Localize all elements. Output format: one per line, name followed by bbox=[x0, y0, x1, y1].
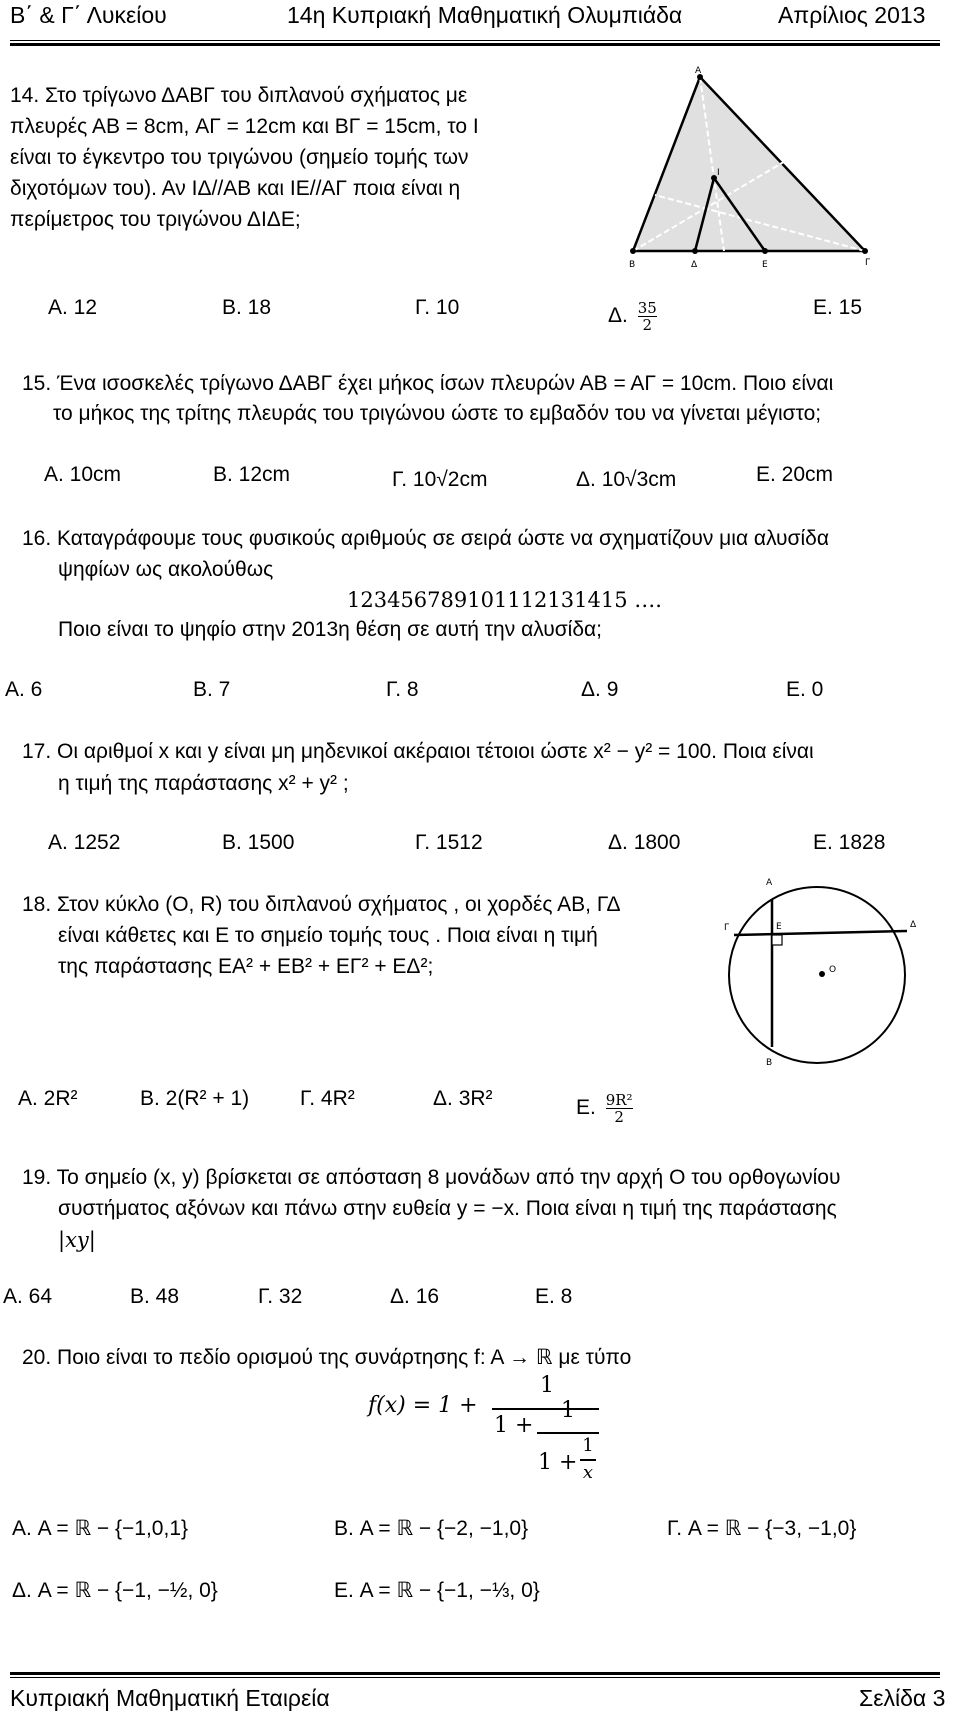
q18-fig-label-D: Δ bbox=[910, 920, 917, 930]
footer-rule-thick bbox=[10, 1672, 940, 1675]
q19-answer-e: Ε. 8 bbox=[535, 1285, 573, 1308]
q19-line-1: 19. Το σημείο (x, y) βρίσκεται σε απόσταση 8 μονάδων από την αρχή O του ορθογωνίου bbox=[22, 1166, 841, 1189]
q14-answer-d bbox=[608, 300, 657, 333]
q17-answer-c: Γ. 1512 bbox=[415, 831, 483, 854]
q18-answer-e bbox=[576, 1092, 633, 1125]
q15-answer-d: Δ. 10√3cm bbox=[576, 468, 677, 491]
q14-line-3: είναι το έγκεντρο του τριγώνου (σημείο τομής των bbox=[10, 146, 469, 169]
q15-answer-b: Β. 12cm bbox=[213, 463, 291, 486]
q18-fig-label-O: O bbox=[829, 965, 837, 975]
q15-line-2: το μήκος της τρίτης πλευράς του τριγώνου ώστε το εμβαδόν του να γίνεται μέγιστο; bbox=[53, 402, 822, 425]
q20-line-1: 20. Ποιο είναι το πεδίο ορισμού της συνάρτησης f: A → ℝ με τύπο bbox=[22, 1346, 632, 1369]
q18-line-1: 18. Στον κύκλο (O, R) του διπλανού σχήματος , οι χορδές ΑΒ, ΓΔ bbox=[22, 893, 621, 916]
q17-line-2: η τιμή της παράστασης x² + y² ; bbox=[58, 772, 349, 795]
q20-formula-inner: 1 + bbox=[538, 1450, 578, 1475]
q14-answer-c: Γ. 10 bbox=[415, 296, 460, 319]
q14-fig-label-B: Β bbox=[629, 260, 636, 270]
footer-right: Σελίδα 3 bbox=[859, 1685, 946, 1711]
q17-line-1: 17. Οι αριθμοί x και y είναι μη μηδενικοί ακέραιοι τέτοιοι ώστε x² − y² = 100. Ποια είναι bbox=[22, 740, 814, 763]
q20-answer-a: Α. A = ℝ − {−1,0,1} bbox=[12, 1517, 189, 1540]
q14-fig-label-I: Ι bbox=[717, 168, 720, 178]
q14-answer-a: Α. 12 bbox=[48, 296, 98, 319]
q18-line-3: της παράστασης ΕΑ² + ΕΒ² + ΕΓ² + ΕΔ²; bbox=[58, 955, 434, 978]
q18-fig-label-E: Ε bbox=[776, 922, 782, 932]
q14-line-5: περίμετρος του τριγώνου ΔΙΔΕ; bbox=[10, 208, 301, 231]
q15-answer-e: Ε. 20cm bbox=[756, 463, 834, 486]
q20-answer-d: Δ. A = ℝ − {−1, −½, 0} bbox=[12, 1579, 218, 1602]
q19-answer-a: Α. 64 bbox=[3, 1285, 53, 1308]
header-rule-thick bbox=[10, 43, 940, 46]
q14-fig-label-E: Ε bbox=[762, 260, 768, 270]
q18-line-2: είναι κάθετες και Ε το σημείο τομής τους . Ποια είναι η τιμή bbox=[58, 924, 598, 947]
q18-fig-label-A: Α bbox=[766, 878, 773, 888]
header-center: 14η Κυπριακή Μαθηματική Ολυμπιάδα bbox=[287, 2, 683, 28]
q18-frac-num: 9R² bbox=[605, 1091, 633, 1109]
q15-answer-c: Γ. 10√2cm bbox=[392, 468, 488, 491]
q17-answer-e: Ε. 1828 bbox=[813, 831, 886, 854]
q18-answer-d: Δ. 3R² bbox=[433, 1087, 493, 1110]
q16-answer-a: Α. 6 bbox=[5, 678, 43, 701]
q20-formula-lhs: f(x) = 1 + bbox=[368, 1393, 478, 1418]
q15-line-1: 15. Ένα ισοσκελές τρίγωνο ΔΑΒΓ έχει μήκος ίσων πλευρών ΑΒ = ΑΓ = 10cm. Ποιο είναι bbox=[22, 372, 834, 395]
q14-answer-e: Ε. 15 bbox=[813, 296, 863, 319]
q18-answer-b: Β. 2(R² + 1) bbox=[140, 1087, 250, 1110]
q18-answer-e-label: Ε. bbox=[576, 1096, 596, 1120]
q20-answer-e: Ε. A = ℝ − {−1, −⅓, 0} bbox=[334, 1579, 540, 1602]
q18-frac-den: 2 bbox=[606, 1108, 633, 1125]
q18-fig-label-B: Β bbox=[766, 1058, 773, 1068]
q19-answer-b: Β. 48 bbox=[130, 1285, 180, 1308]
q18-circle-figure bbox=[722, 875, 932, 1070]
q20-answer-c: Γ. A = ℝ − {−3, −1,0} bbox=[667, 1517, 857, 1540]
q18-answer-c: Γ. 4R² bbox=[300, 1087, 355, 1110]
footer-rule bbox=[10, 1677, 940, 1678]
q14-line-4: διχοτόμων του). Αν ΙΔ//ΑΒ και ΙΕ//ΑΓ ποια είναι η bbox=[10, 177, 461, 200]
q17-answer-a: Α. 1252 bbox=[48, 831, 121, 854]
q19-answer-c: Γ. 32 bbox=[258, 1285, 303, 1308]
q18-answer-a: Α. 2R² bbox=[18, 1087, 78, 1110]
q16-answer-b: Β. 7 bbox=[193, 678, 231, 701]
q20-formula-bar-1 bbox=[492, 1408, 599, 1410]
q14-triangle-figure bbox=[615, 65, 885, 270]
q14-answer-d-label: Δ. bbox=[608, 304, 628, 328]
q20-formula-bar-2 bbox=[537, 1432, 599, 1434]
header-right: Απρίλιος 2013 bbox=[778, 2, 926, 28]
q16-line-1: 16. Καταγράφουμε τους φυσικούς αριθμούς σε σειρά ώστε να σχηματίζουν μια αλυσίδα bbox=[22, 527, 830, 550]
q20-answer-b: Β. A = ℝ − {−2, −1,0} bbox=[334, 1517, 529, 1540]
q15-answer-a: Α. 10cm bbox=[44, 463, 122, 486]
q16-answer-e: Ε. 0 bbox=[786, 678, 824, 701]
header-left: Β΄ & Γ΄ Λυκείου bbox=[10, 2, 167, 28]
q18-fig-label-G: Γ bbox=[724, 923, 730, 933]
q14-line-1: 14. Στο τρίγωνο ΔΑΒΓ του διπλανού σχήματος με bbox=[10, 84, 468, 107]
q14-fig-label-D: Δ bbox=[691, 260, 698, 270]
q16-line-2: ψηφίων ως ακολούθως bbox=[58, 558, 274, 581]
q14-fig-label-A: Α bbox=[695, 66, 702, 76]
q14-fig-label-G: Γ bbox=[865, 258, 871, 268]
q16-line-4: Ποιο είναι το ψηφίο στην 2013η θέση σε αυτή την αλυσίδα; bbox=[58, 618, 602, 641]
q16-line-3: 123456789101112131415 …. bbox=[347, 588, 662, 612]
q16-answer-d: Δ. 9 bbox=[581, 678, 619, 701]
q14-frac-num: 35 bbox=[637, 299, 657, 317]
q16-answer-c: Γ. 8 bbox=[386, 678, 419, 701]
q20-formula-x: x bbox=[582, 1462, 594, 1483]
q19-line-2: συστήματος αξόνων και πάνω στην ευθεία y = −x. Ποια είναι η τιμή της παράστασης bbox=[58, 1197, 837, 1220]
footer-left: Κυπριακή Μαθηματική Εταιρεία bbox=[10, 1685, 330, 1711]
q20-formula-num-1: 1 bbox=[540, 1373, 554, 1398]
q19-answer-d: Δ. 16 bbox=[390, 1285, 440, 1308]
q18-answer-e-fraction bbox=[606, 1092, 633, 1125]
q19-line-3: |xy| bbox=[58, 1228, 96, 1252]
q14-frac-den: 2 bbox=[638, 316, 657, 333]
q17-answer-b: Β. 1500 bbox=[222, 831, 295, 854]
header-rule bbox=[10, 40, 940, 41]
q20-formula-bar-3 bbox=[580, 1459, 596, 1461]
q20-formula-num-3: 1 bbox=[582, 1435, 594, 1456]
q14-answer-b: Β. 18 bbox=[222, 296, 272, 319]
q17-answer-d: Δ. 1800 bbox=[608, 831, 681, 854]
q20-formula-num-2: 1 bbox=[561, 1398, 575, 1423]
q14-line-2: πλευρές ΑΒ = 8cm, ΑΓ = 12cm και ΒΓ = 15cm, το Ι bbox=[10, 115, 479, 138]
q14-answer-d-fraction bbox=[638, 300, 657, 333]
q20-formula-mid: 1 + bbox=[494, 1413, 534, 1438]
